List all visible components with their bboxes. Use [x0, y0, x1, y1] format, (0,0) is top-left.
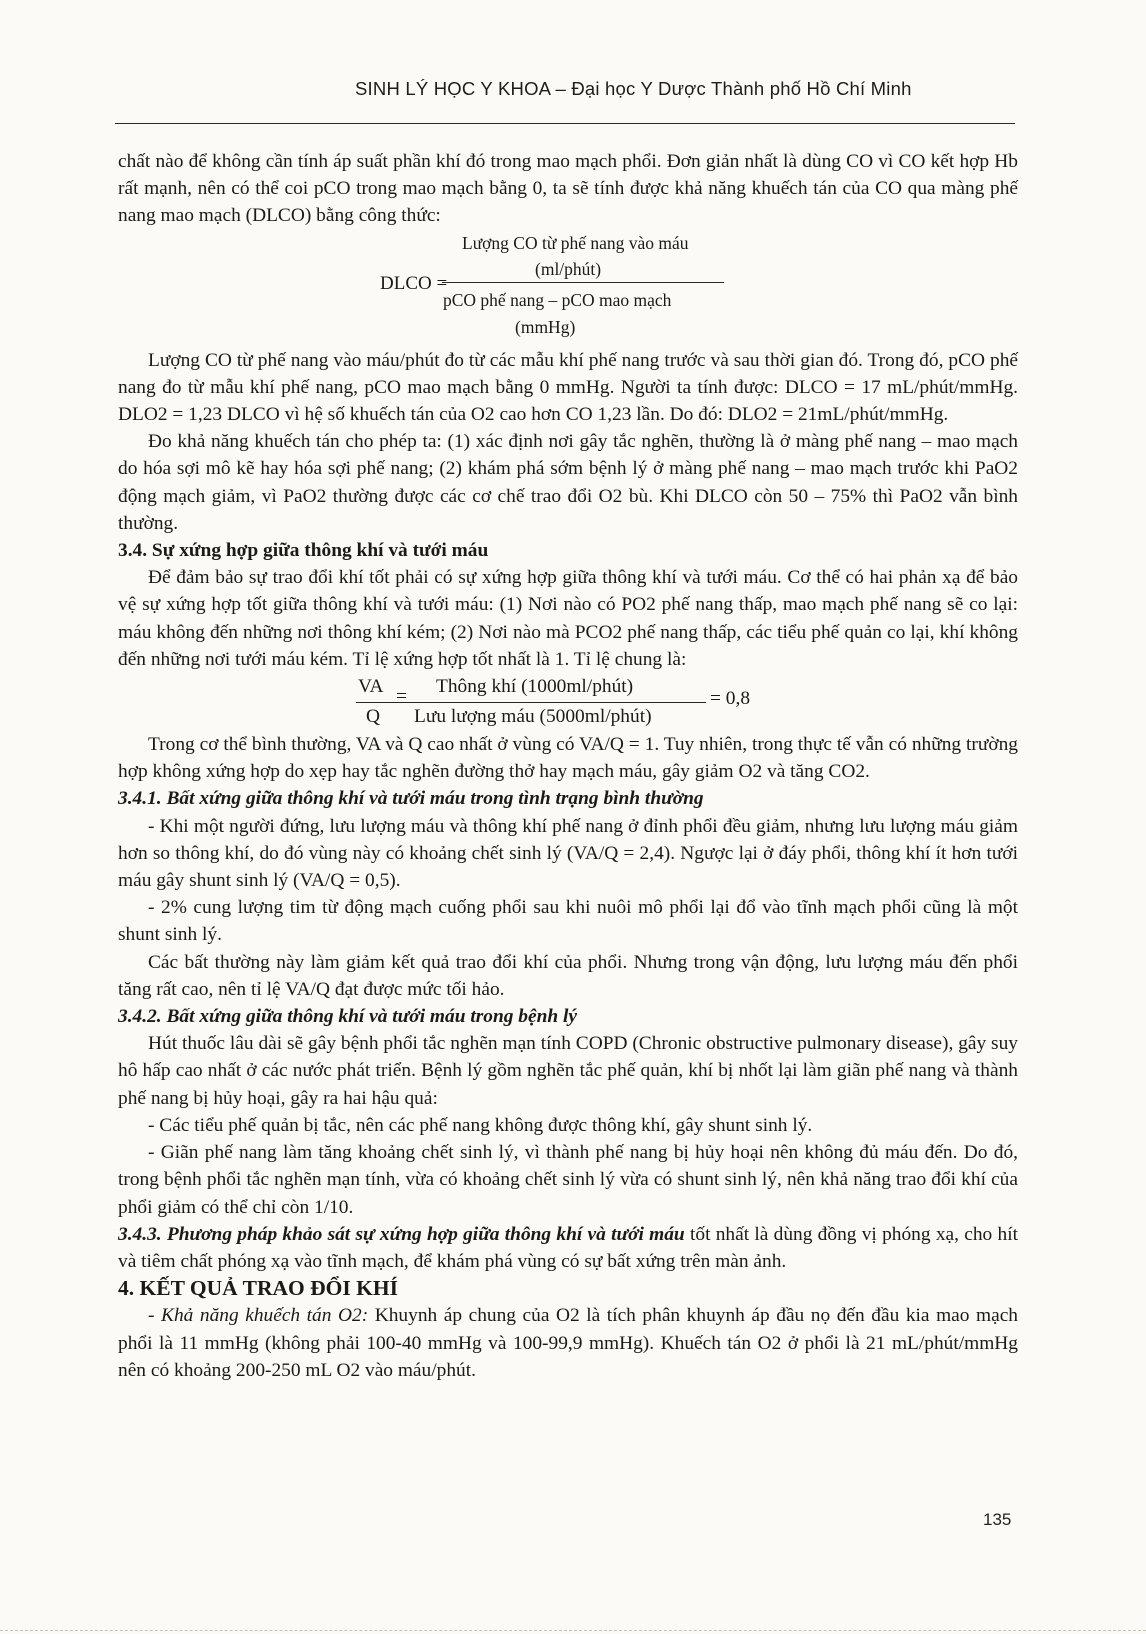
paragraph-text: Khuynh áp chung của O2 là tích phân khuynh áp đầu nọ đến đầu kia mao mạch phổi là 11 mmHg (không phải 100-40 mmHg và 100-99,9 mmHg). Khuếch tán O2 ở phổi là 21 mL/phút/mmHg nên có khoảng 200-250 mL O2 vào máu/phút.	[118, 1305, 1019, 1381]
diffusion-formula	[118, 230, 1018, 347]
formula-numerator-line2: (ml/phút)	[535, 258, 602, 279]
header-rule	[115, 123, 1015, 124]
paragraph: - Các tiểu phế quản bị tắc, nên các phế nang không được thông khí, gây shunt sinh lý.	[148, 1114, 813, 1136]
paragraph: Trong cơ thể bình thường, VA và Q cao nhất ở vùng có VA/Q = 1. Tuy nhiên, trong thực tế vẫn có những trường hợp không xứng hợp do xẹp hay tắc nghẽn đường thở hay mạch máu, gây giảm O2 và tăng CO2.	[118, 734, 1018, 783]
paragraph: Đo khả năng khuếch tán cho phép ta: (1) xác định nơi gây tắc nghẽn, thường là ở màng phế nang – mao mạch do hóa sợi mô kẽ hay hóa sợi phế nang; (2) khám phá sớm bệnh lý ở màng phế nang – mao mạch trước khi PaO2 động mạch giảm, vì PaO2 thường được các cơ chế trao đổi O2 bù. Khi DLCO còn 50 – 75% thì PaO2 vẫn bình thường.	[118, 431, 1018, 534]
subsection-heading: 3.4.2. Bất xứng giữa thông khí và tưới máu trong bệnh lý	[118, 1006, 578, 1028]
formula-denominator-line1: pCO phế nang – pCO mao mạch	[443, 289, 672, 310]
subsection-heading: 3.4.1. Bất xứng giữa thông khí và tưới máu trong tình trạng bình thường	[118, 788, 704, 810]
paragraph-text: tốt nhất là dùng đồng vị phóng xạ, cho hít và tiêm chất phóng xạ vào tĩnh mạch, để khám phá vùng có sự bất xứng trên màn ảnh.	[118, 1223, 1018, 1272]
paragraph: Để đảm bảo sự trao đổi khí tốt phải có sự xứng hợp giữa thông khí và tưới máu. Cơ thể có hai phản xạ để bảo vệ sự xứng hợp tốt giữa thông khí và tưới máu: (1) Nơi nào có PO2 phế nang thấp, mao mạch phế nang sẽ co lại: máu không đến những nơi thông khí kém; (2) Nơi nào mà PCO2 phế nang thấp, các tiểu phế quản co lại, khí không đến những nơi tưới máu kém. Tỉ lệ xứng hợp tốt nhất là 1. Tỉ lệ chung là:	[118, 567, 1018, 670]
formula-fraction-bar	[442, 282, 724, 283]
page-header: SINH LÝ HỌC Y KHOA – Đại học Y Dược Thành phố Hồ Chí Minh	[355, 78, 912, 99]
subsection-heading: 3.4.3. Phương pháp khảo sát sự xứng hợp giữa thông khí và tưới máu	[118, 1223, 685, 1245]
formula-lhs: DLCO =	[380, 272, 448, 294]
paragraph: - Khi một người đứng, lưu lượng máu và thông khí phế nang ở đỉnh phổi đều giảm, nhưng lưu lượng máu giảm hơn so thông khí, do đó vùng này có khoảng chết sinh lý (VA/Q = 2,4). Ngược lại ở đáy phổi, thông khí ít hơn tưới máu gây shunt sinh lý (VA/Q = 0,5).	[118, 815, 1018, 892]
ratio-denominator: Lưu lượng máu (5000ml/phút)	[414, 706, 652, 728]
paragraph-lead: - Khả năng khuếch tán O2:	[148, 1305, 369, 1327]
paragraph: Các bất thường này làm giảm kết quả trao đổi khí của phổi. Nhưng trong vận động, lưu lượng máu đến phổi tăng rất cao, nên tỉ lệ VA/Q đạt được mức tối hảo.	[118, 951, 1018, 1000]
paragraph	[118, 1302, 1018, 1384]
formula-numerator-line1: Lượng CO từ phế nang vào máu	[462, 232, 689, 253]
page-number: 135	[983, 1510, 1012, 1529]
section-heading: 3.4. Sự xứng hợp giữa thông khí và tưới máu	[118, 540, 489, 562]
ratio-numerator: Thông khí (1000ml/phút)	[436, 676, 634, 698]
ratio-equals: =	[396, 686, 407, 708]
ratio-va: VA	[358, 676, 384, 698]
ratio-q: Q	[366, 706, 381, 728]
paragraph: - 2% cung lượng tim từ động mạch cuống phổi sau khi nuôi mô phổi lại đổ vào tĩnh mạch phổi cũng là một shunt sinh lý.	[118, 897, 1018, 946]
paragraph: Lượng CO từ phế nang vào máu/phút đo từ các mẫu khí phế nang trước và sau thời gian đó. Trong đó, pCO phế nang đo từ mẫu khí phế nang, pCO mao mạch bằng 0 mmHg. Người ta tính được: DLCO = 17 mL/phút/mmHg. DLO2 = 1,23 DLCO vì hệ số khuếch tán của O2 cao hơn CO 1,23 lần. Do đó: DLO2 = 21mL/phút/mmHg.	[118, 349, 1018, 426]
paragraph: chất nào để không cần tính áp suất phần khí đó trong mao mạch phổi. Đơn giản nhất là dùng CO vì CO kết hợp Hb rất mạnh, nên có thể coi pCO trong mao mạch bằng 0, ta sẽ tính được khả năng khuếch tán của CO qua màng phế nang mao mạch (DLCO) bằng công thức:	[118, 151, 1018, 227]
va-q-formula	[118, 673, 1018, 731]
paragraph	[118, 1221, 1018, 1275]
page-edge	[0, 1630, 1146, 1631]
paragraph: Hút thuốc lâu dài sẽ gây bệnh phổi tắc nghẽn mạn tính COPD (Chronic obstructive pulmonary disease), gây suy hô hấp cao nhất ở các nước phát triển. Bệnh lý gồm nghẽn tắc phế quản, khí bị nhốt lại làm giãn phế nang và thành phế nang bị hủy hoại, gây ra hai hậu quả:	[118, 1033, 1018, 1109]
page-body	[118, 148, 1018, 1384]
paragraph: - Giãn phế nang làm tăng khoảng chết sinh lý, vì thành phế nang bị hủy hoại nên không đủ máu đến. Do đó, trong bệnh phổi tắc nghẽn mạn tính, vừa có khoảng chết sinh lý vừa có shunt sinh lý, nên khả năng trao đổi khí của phổi giảm có thể chỉ còn 1/10.	[118, 1142, 1018, 1218]
ratio-result: = 0,8	[710, 688, 751, 710]
chapter-heading: 4. KẾT QUẢ TRAO ĐỔI KHÍ	[118, 1276, 398, 1301]
formula-denominator-line2: (mmHg)	[515, 316, 576, 337]
